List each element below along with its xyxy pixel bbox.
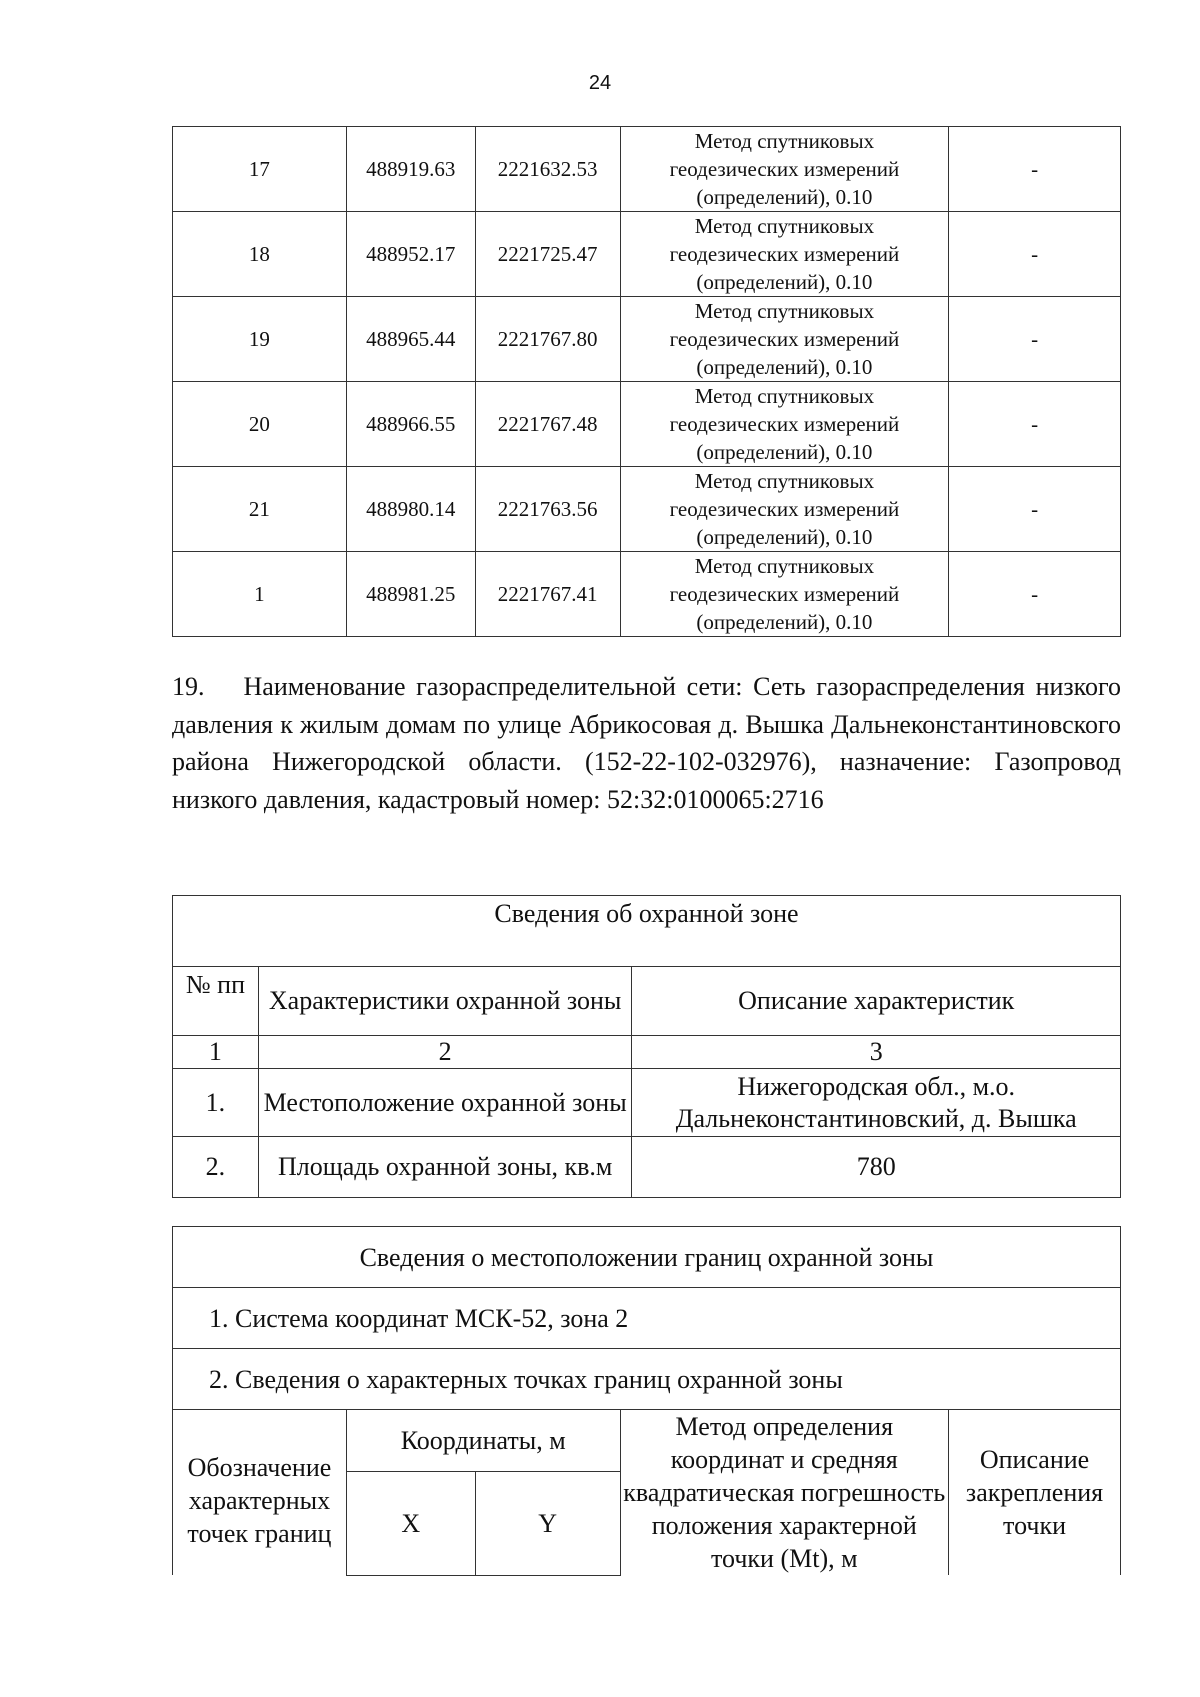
method-line: (определений), 0.10 <box>696 610 873 634</box>
header-designation: Обозначение характерных точек границ <box>173 1410 347 1576</box>
method <box>620 297 949 382</box>
method <box>620 127 949 212</box>
point-number: 20 <box>173 382 347 467</box>
row-2-number: 2. <box>173 1137 259 1198</box>
coord-x: 488919.63 <box>346 127 475 212</box>
fixing-description: - <box>949 212 1121 297</box>
row-1-number: 1. <box>173 1069 259 1137</box>
method-line: геодезических измерений <box>669 242 900 266</box>
coord-y: 2221725.47 <box>475 212 620 297</box>
method-line: геодезических измерений <box>669 582 900 606</box>
column-number-1: 1 <box>173 1036 259 1069</box>
network-description-paragraph: 19. Наименование газораспределительной сети: Сеть газораспределения низкого давления к жилым домам по улице Абрикосовая д. Вышка Дальнеконстантиновского района Нижегородской области. (152-22-102-032976), назначение: Газопровод низкого давления, кадастровый номер: 52:32:0100065:2716 <box>172 672 1121 814</box>
coord-x: 488965.44 <box>346 297 475 382</box>
method-line: (определений), 0.10 <box>696 440 873 464</box>
header-fixing: Описание закрепления точки <box>949 1410 1121 1576</box>
column-number-2: 2 <box>258 1036 632 1069</box>
method-line: геодезических измерений <box>669 157 900 181</box>
point-number: 19 <box>173 297 347 382</box>
coordinate-row <box>173 382 1121 467</box>
fixing-description: - <box>949 552 1121 637</box>
method-line: (определений), 0.10 <box>696 525 873 549</box>
coordinate-row <box>173 297 1121 382</box>
row-2-characteristic: Площадь охранной зоны, кв.м <box>258 1137 632 1198</box>
method-line: Метод спутниковых <box>694 469 875 493</box>
method <box>620 212 949 297</box>
fixing-description: - <box>949 297 1121 382</box>
point-number: 1 <box>173 552 347 637</box>
method-line: геодезических измерений <box>669 497 900 521</box>
coordinate-row <box>173 127 1121 212</box>
coordinate-row <box>173 467 1121 552</box>
method-line: Метод спутниковых <box>694 554 875 578</box>
zone-table-title: Сведения об охранной зоне <box>173 896 1121 967</box>
method-line: (определений), 0.10 <box>696 185 873 209</box>
coordinates-table-body <box>173 127 1121 637</box>
coordinate-system: 1. Система координат МСК-52, зона 2 <box>173 1288 1121 1349</box>
coord-x: 488952.17 <box>346 212 475 297</box>
method <box>620 467 949 552</box>
point-number: 17 <box>173 127 347 212</box>
header-y: Y <box>475 1471 620 1575</box>
method-line: Метод спутниковых <box>694 129 875 153</box>
method-line: Метод спутниковых <box>694 299 875 323</box>
column-number-3: 3 <box>632 1036 1121 1069</box>
method-line: геодезических измерений <box>669 412 900 436</box>
header-coordinates: Координаты, м <box>346 1410 620 1472</box>
method-line: (определений), 0.10 <box>696 355 873 379</box>
points-title: 2. Сведения о характерных точках границ охранной зоны <box>173 1349 1121 1410</box>
method-line: Метод спутниковых <box>694 214 875 238</box>
boundaries-title: Сведения о местоположении границ охранной зоны <box>173 1227 1121 1288</box>
header-characteristics: Характеристики охранной зоны <box>258 967 632 1036</box>
row-2-value: 780 <box>632 1137 1121 1198</box>
coordinates-table <box>172 126 1121 637</box>
method <box>620 552 949 637</box>
header-x: X <box>346 1471 475 1575</box>
row-1-value: Нижегородская обл., м.о. Дальнеконстантиновский, д. Вышка <box>632 1069 1121 1137</box>
coordinate-row <box>173 552 1121 637</box>
coord-y: 2221767.48 <box>475 382 620 467</box>
method <box>620 382 949 467</box>
header-method: Метод определения координат и средняя квадратическая погрешность положения характерной точки (Mt), м <box>620 1410 949 1576</box>
coordinate-row <box>173 212 1121 297</box>
coord-x: 488981.25 <box>346 552 475 637</box>
header-number: № пп <box>173 967 259 1036</box>
fixing-description: - <box>949 382 1121 467</box>
method-line: Метод спутниковых <box>694 384 875 408</box>
header-description: Описание характеристик <box>632 967 1121 1036</box>
row-1-characteristic: Местоположение охранной зоны <box>258 1069 632 1137</box>
method-line: геодезических измерений <box>669 327 900 351</box>
coord-y: 2221767.80 <box>475 297 620 382</box>
point-number: 21 <box>173 467 347 552</box>
coord-x: 488966.55 <box>346 382 475 467</box>
zone-boundaries-table <box>172 1226 1121 1576</box>
fixing-description: - <box>949 127 1121 212</box>
coord-y: 2221767.41 <box>475 552 620 637</box>
protection-zone-table <box>172 895 1121 1198</box>
coord-x: 488980.14 <box>346 467 475 552</box>
page-number: 24 <box>588 72 612 94</box>
point-number: 18 <box>173 212 347 297</box>
fixing-description: - <box>949 467 1121 552</box>
coord-y: 2221763.56 <box>475 467 620 552</box>
coord-y: 2221632.53 <box>475 127 620 212</box>
method-line: (определений), 0.10 <box>696 270 873 294</box>
